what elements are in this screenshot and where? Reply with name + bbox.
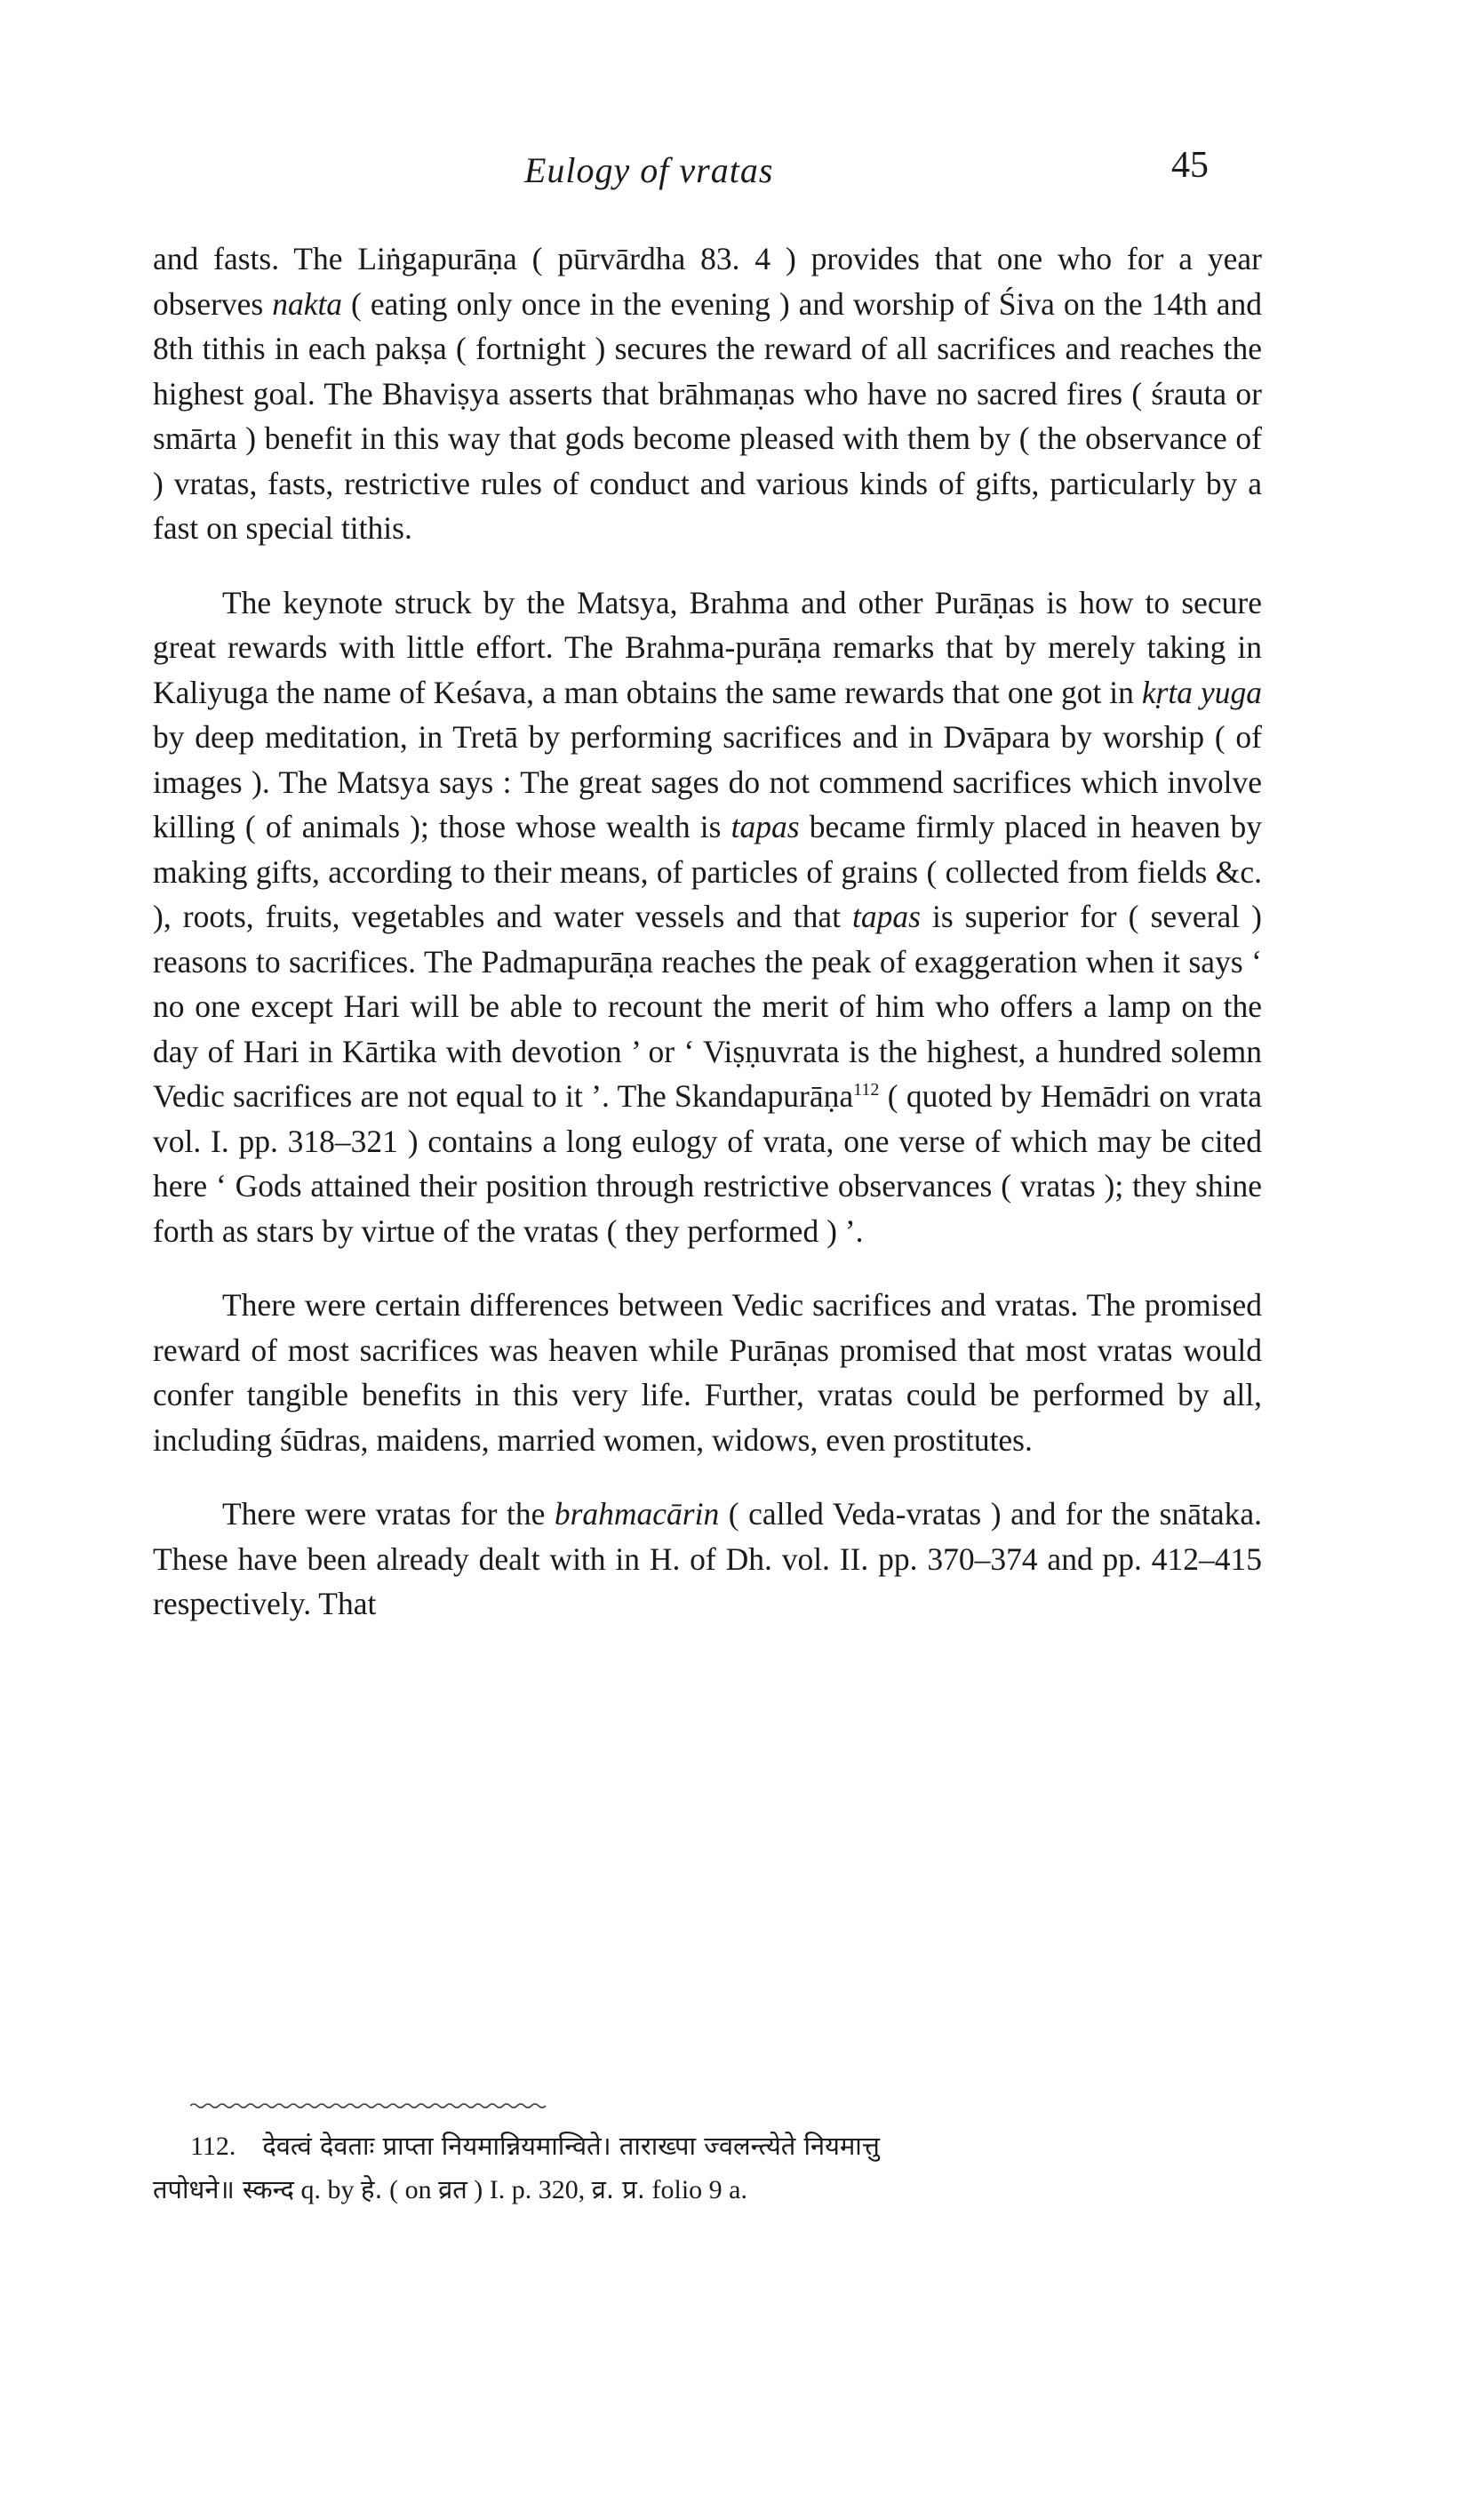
footnote-line-2: [153, 2168, 1262, 2212]
text-run: became firmly placed in heaven by making gifts, according to their means, of particles of grains ( collected from fields &c. ), roots, fruits, vegetables and water vessels and that: [153, 809, 1262, 934]
text-run: There were vratas for the: [222, 1496, 555, 1532]
text-run: folio 9 a.: [645, 2175, 747, 2204]
footnote-sanskrit-text: तपोधने॥ स्कन्द: [153, 2174, 294, 2204]
text-run: The keynote struck by the Matsya, Brahma and other Purāṇas is how to secure great rewards with little effort. The Brahma-purāṇa remarks that by merely taking in Kaliyuga the name of Keśava, a man obtains the same rewards that one got in: [153, 584, 1262, 710]
footnote-sanskrit-text: व्र. प्र.: [591, 2174, 645, 2204]
text-run: ( called Veda-vratas ) and for the snātaka. These have been already dealt with in H. of Dh. vol. II. pp. 370–374 and pp. 412–415 respectively. That: [153, 1496, 1262, 1621]
italic-term: brahmacārin: [554, 1496, 720, 1532]
text-run: ) I. p. 320,: [467, 2175, 592, 2204]
paragraph-4: [153, 1492, 1262, 1627]
page-header: [0, 145, 1469, 203]
italic-term: tapas: [852, 899, 921, 934]
page-number: 45: [1171, 145, 1209, 186]
footnote-sanskrit-text: हे.: [360, 2174, 383, 2204]
italic-term: nakta: [272, 285, 343, 322]
paragraph-2: [153, 580, 1262, 1254]
text-run: ( on: [382, 2175, 439, 2204]
main-text: [153, 236, 1262, 1627]
text-run: q. by: [293, 2175, 361, 2204]
text-run: ( eating only once in the evening ) and worship of Śiva on the 14th and 8th tithis in each pakṣa ( fortnight ) secures the reward of all sacrifices and reaches the highest goal. The Bhaviṣya asserts that brāhmaṇas who have no sacred fires ( śrauta or smārta ) benefit in this way that gods become pleased with them by ( the observance of ) vratas, fasts, restrictive rules of conduct and various kinds of gifts, particularly by a fast on special tithis.: [153, 285, 1262, 546]
text-run: and fasts. The Liṅgapurāṇa ( pūrvārdha 83. 4 ) provides that one who for a year observes: [153, 241, 1262, 322]
text-run: ( quoted by Hemādri on vrata vol. I. pp. 318–321 ) contains a long eulogy of vrata, one verse of which may be cited here ‘ Gods attained their position through restrictive observances ( vratas ); they shine forth as stars by virtue of the vratas ( they performed ) ’.: [153, 1078, 1263, 1249]
italic-term: kṛta yuga: [1141, 674, 1262, 710]
running-title: Eulogy of vratas: [524, 150, 774, 190]
footnote-separator: [190, 2101, 551, 2108]
paragraph-3: [153, 1283, 1262, 1462]
footnote-number: 112.: [190, 2132, 236, 2161]
footnote-sanskrit-text: व्रत: [438, 2174, 467, 2204]
text-run: There were certain differences between Vedic sacrifices and vratas. The promised reward of most sacrifices was heaven while Purāṇas promised that most vratas would confer tangible benefits in this very life. Further, vratas could be performed by all, including śūdras, maidens, married women, widows, even prostitutes.: [153, 1287, 1262, 1458]
paragraph-1: [153, 236, 1262, 551]
text-run: by deep meditation, in Tretā by performing sacrifices and in Dvāpara by worship ( of images ). The Matsya says : The great sages do not commend sacrifices which involve killing ( of animals ); those whose wealth is: [153, 719, 1262, 844]
footnote-line-1: [153, 2124, 1262, 2168]
footnote-sanskrit-text: देवत्वं देवताः प्राप्ता नियमान्नियमान्विते। ताराख्पा ज्वलन्त्येते नियमात्तु: [262, 2131, 880, 2161]
footnote: [153, 2124, 1262, 2212]
italic-term: tapas: [731, 809, 800, 844]
footnote-reference[interactable]: 112: [853, 1080, 880, 1100]
text-run: is superior for ( several ) reasons to sacrifices. The Padmapurāṇa reaches the peak of exaggeration when it says ‘ no one except Hari will be able to recount the merit of him who offers a lamp on the day of Hari in Kārtika with devotion ’ or ‘ Viṣṇuvrata is the highest, a hundred solemn Vedic sacrifices are not equal to it ’. The Skandapurāṇa: [153, 899, 1262, 1114]
